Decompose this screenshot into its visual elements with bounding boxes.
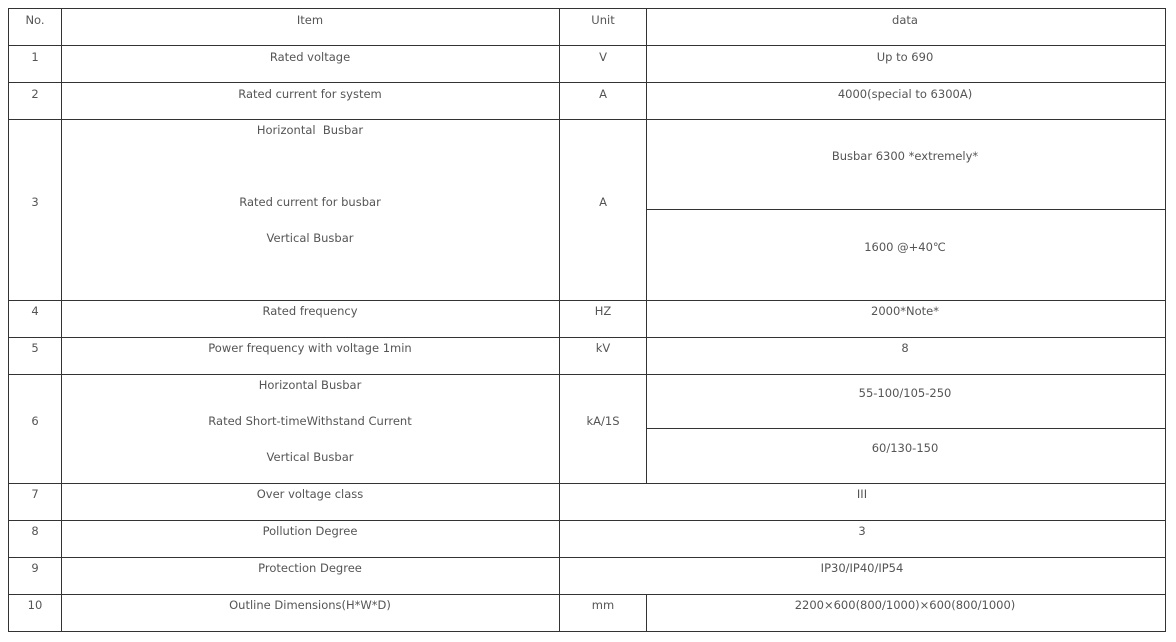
row-no: 3 [31,195,39,209]
row-item: Power frequency with voltage 1min [208,341,412,355]
row-unit: HZ [594,304,612,318]
row-data: 2000*Note* [871,304,939,318]
row-data-top: 55-100/105-250 [858,386,952,400]
table-row [8,374,62,484]
row-unit: kA/1S [586,414,620,428]
row-no: 5 [31,341,39,355]
cell [559,374,647,484]
header-unit: Unit [591,13,615,27]
row-data-bottom: 60/130-150 [871,441,939,455]
row-item-bottom: Vertical Busbar [266,231,354,245]
row-no: 2 [31,87,39,101]
row-no: 10 [27,598,43,612]
row-no: 6 [31,414,39,428]
row-item: Rated current for system [238,87,382,101]
table-row [8,119,62,301]
row-data: IP30/IP40/IP54 [820,561,904,575]
row-data-top: Busbar 6300 *extremely* [831,149,979,163]
row-data-bottom: 1600 @+40℃ [864,240,946,254]
header-item: Item [296,13,324,27]
row-item-top: Horizontal Busbar [256,123,364,137]
row-item: Rated current for busbar [239,195,381,209]
row-unit: mm [591,598,615,612]
header-no: No. [25,13,45,27]
row-item: Outline Dimensions(H*W*D) [229,598,391,612]
row-data: 8 [901,341,909,355]
row-no: 7 [31,487,39,501]
row-item-bottom: Vertical Busbar [266,450,354,464]
row-data: 4000(special to 6300A) [837,87,973,101]
row-item: Over voltage class [256,487,364,501]
row-unit: A [599,195,607,209]
cell [646,374,1166,429]
row-no: 1 [31,50,39,64]
row-item-top: Horizontal Busbar [258,378,362,392]
row-data: III [856,487,868,501]
row-no: 4 [31,304,39,318]
row-item: Protection Degree [258,561,362,575]
cell [559,119,647,301]
cell [646,209,1166,301]
header-data: data [892,13,918,27]
row-data: Up to 690 [876,50,934,64]
cell [61,119,560,301]
row-item: Rated frequency [262,304,358,318]
row-data: 2200×600(800/1000)×600(800/1000) [794,598,1016,612]
row-item: Rated Short-timeWithstand Current [208,414,412,428]
row-no: 9 [31,561,39,575]
row-item: Pollution Degree [262,524,358,538]
row-data: 3 [858,524,866,538]
row-unit: kV [595,341,611,355]
row-unit: V [599,50,607,64]
row-no: 8 [31,524,39,538]
cell [646,428,1166,484]
row-unit: A [599,87,607,101]
cell [646,119,1166,210]
row-item: Rated voltage [269,50,351,64]
